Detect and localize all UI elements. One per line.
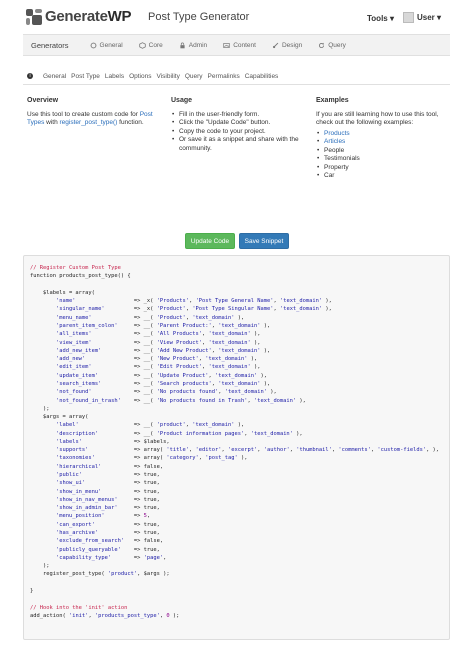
usage-list [171,111,306,154]
logo-icon [26,9,42,25]
nav-item-label: Admin [188,41,208,49]
user-label: User ▾ [417,13,442,22]
usage-section [171,97,306,153]
list-item: • Click the "Update Code" button. [171,119,306,128]
nav-item-content[interactable] [223,42,256,49]
tab-visibility[interactable]: Visibility [156,72,180,80]
example-people[interactable]: • People [316,147,446,156]
tab-query[interactable]: Query [184,72,203,80]
logo-text: GenerateWP [45,8,132,25]
example-link[interactable]: Products [324,129,350,137]
generator-tabs [23,70,450,82]
avatar [403,12,414,23]
cube-icon [139,42,146,49]
example-testimonials[interactable]: • Testimonials [316,155,446,164]
tab-permalinks[interactable]: Permalinks [207,72,240,80]
page-title: Post Type Generator [148,11,250,23]
update-code-button[interactable]: Update Code [185,233,235,249]
refresh-icon [318,42,325,49]
brush-icon [272,42,279,49]
examples-heading: Examples [316,97,349,104]
list-item: • Copy the code to your project. [171,128,306,137]
nav-item-design[interactable] [272,42,302,49]
top-bar [0,0,474,34]
example-articles[interactable] [316,138,446,147]
example-property[interactable]: • Property [316,164,446,173]
nav-item-label: Content [233,41,256,49]
nav-item-general[interactable] [90,42,123,49]
site-logo[interactable] [26,8,131,25]
lock-icon [179,42,186,49]
list-item: • Fill in the user-friendly form. [171,111,306,120]
overview-section [27,97,157,128]
examples-intro: If you are still learning how to use this tool, check out the following examples: [316,110,439,126]
code-output[interactable] [23,255,450,640]
tab-capabilities[interactable]: Capabilities [244,72,279,80]
user-menu[interactable] [403,12,441,23]
tab-post-type[interactable]: Post Type [71,72,100,80]
tab-options[interactable]: Options [129,72,152,80]
nav-item-label: Core [148,41,163,49]
overview-text: Use this tool to create custom code for Post Types with register_post_type() function. [27,110,153,126]
nav-item-admin[interactable] [179,42,207,49]
nav-item-query[interactable] [318,42,346,49]
generators-navbar [23,34,450,56]
tab-labels[interactable]: Labels [104,72,125,80]
navbar-brand[interactable]: Generators [31,40,69,50]
examples-list [316,130,446,181]
tab-general[interactable]: General [43,72,67,80]
post-types-link[interactable]: Post Types [27,110,153,126]
circle-icon [90,42,97,49]
example-car[interactable]: • Car [316,172,446,181]
example-link[interactable]: Articles [324,138,346,145]
nav-item-core[interactable] [139,42,163,49]
register-post-type-link[interactable]: register_post_type() [59,119,118,126]
examples-section [316,97,446,181]
image-icon [223,42,230,49]
code-text: // Register Custom Post Type function products_post_type() { $labels = array( 'name' => _x( 'Products', 'Post Type General Name', 'text_domain' ), 'singular_name' => _x( 'Product', 'Post Type Singular Name', 'text_domain' ), 'menu_name' => __( 'Product', 'text_domain' ), 'parent_item_colon' => __( 'Parent Product:', 'text_domain' ), 'all_items' => __( 'All Products', 'text_domain' ), 'view_item' => __( 'View Product', 'text_domain' ), 'add_new_item' => __( 'Add New Product', 'text_domain' ), 'add_new' => __( 'New Product', 'text_domain' ), 'edit_item' => __( 'Edit Product', 'text_domain' ), 'update_item' => __( 'Update Product', 'text_domain' ), 'search_items' => __( 'Search products', 'text_domain' ), 'not_found' => __( 'No products found', 'text_domain' ), 'not_found_in_trash' => __( 'No products found in Trash', 'text_domain' ), ); $args = array( 'label' => __( 'product', 'text_domain' ), 'description' => __( 'Product information pages', 'text_domain' ), 'labels' => $labels, 'supports' => array( 'title', 'editor', 'excerpt', 'author', 'thumbnail', 'comments', 'custom-fields', ), 'taxonomies' => array( 'category', 'post_tag' ), 'hierarchical' => false, 'public' => true, 'show_ui' => true, 'show_in_menu' => true, 'show_in_nav_menus' => true, 'show_in_admin_bar' => true, 'menu_position' => 5, 'can_export' => true, 'has_archive' => true, 'exclude_from_search' => false, 'publicly_queryable' => true, 'capability_type' => 'page', ); register_post_type( 'product', $args ); } // Hook into the 'init' action add_action( 'init', 'products_post_type', 0 ); [30,265,440,619]
nav-item-label: Query [328,41,346,49]
usage-heading: Usage [171,97,193,104]
example-products[interactable] [316,130,446,139]
nav-item-label: Design [281,41,303,49]
list-item: • Or save it as a snippet and share with the community. [171,136,306,153]
overview-heading: Overview [27,97,59,104]
nav-item-label: General [99,41,123,49]
tools-menu[interactable]: Tools ▾ [367,14,394,23]
info-icon[interactable]: i [27,73,33,79]
save-snippet-button[interactable]: Save Snippet [239,233,289,249]
tabs-divider [23,84,450,85]
